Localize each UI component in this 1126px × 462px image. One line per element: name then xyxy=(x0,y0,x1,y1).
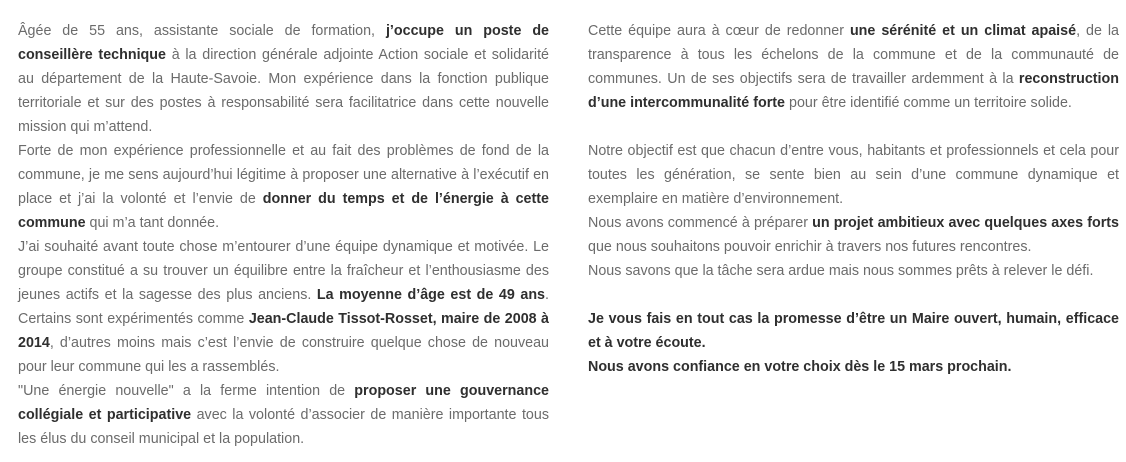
highlight-text: Je vous fais en tout cas la promesse d’être un Maire ouvert, humain, efficace et à votre écoute. xyxy=(588,311,1119,351)
highlight-text: j’occupe un poste de conseillère technique xyxy=(18,23,549,63)
text: Âgée de 55 ans, assistante sociale de formation, xyxy=(18,23,386,39)
text: qui m’a tant donnée. xyxy=(85,215,220,231)
paragraph-team xyxy=(18,235,549,379)
text: "Une énergie nouvelle" a la ferme intention de xyxy=(18,383,355,399)
highlight-text: reconstruction d’une intercommunalité forte xyxy=(588,71,1119,111)
paragraph-serenity xyxy=(588,19,1119,115)
highlight-text: donner du temps et de l’énergie à cette commune xyxy=(18,191,549,231)
paragraph-promise xyxy=(588,307,1119,355)
highlight-text: une sérénité et un climat apaisé xyxy=(849,23,1077,39)
paragraph-objective xyxy=(588,139,1119,211)
left-column xyxy=(18,19,549,451)
text: que nous souhaitons pouvoir enrichir à travers nos futures rencontres. xyxy=(588,239,1032,255)
text: à la direction générale adjointe Action sociale et solidarité au département de la Haute-Savoie. Mon expérience dans la fonction publique territoriale et sur des postes à responsabilité sera facilitatrice dans cette nouvelle mission qui m’attend. xyxy=(18,47,549,135)
highlight-text: La moyenne d’âge est de 49 ans xyxy=(316,287,546,303)
text: Notre objectif est que chacun d’entre vous, habitants et professionnels et cela pour toutes les génération, se sente bien au sein d’une commune dynamique et exemplaire en matière d’environnement. xyxy=(588,143,1119,207)
highlight-text: Nous avons confiance en votre choix dès le 15 mars prochain. xyxy=(588,359,1012,375)
text: J’ai souhaité avant toute chose m’entourer d’une équipe dynamique et motivée. Le groupe constitué a su trouver un équilibre entre la fraîcheur et l’enthousiasme des jeunes actifs et la sagesse des plus anciens. xyxy=(18,239,549,303)
text: , de la transparence à tous les échelons de la commune et de la communauté de communes. Un de ses objectifs sera de travailler ardemment à la xyxy=(588,23,1120,87)
text: , d’autres moins mais c’est l’envie de construire quelque chose de nouveau pour leur commune qui les a rassemblés. xyxy=(18,335,549,375)
paragraph-spacer xyxy=(588,115,1119,139)
paragraph-background xyxy=(18,19,549,139)
highlight-text: proposer une gouvernance collégiale et participative xyxy=(18,383,550,423)
text: . Certains sont expérimentés comme xyxy=(18,287,549,327)
text: Nous avons commencé à préparer xyxy=(588,215,813,231)
highlight-text: Jean-Claude Tissot-Rosset, maire de 2008 à 2014 xyxy=(18,311,550,351)
paragraph-project xyxy=(588,211,1119,259)
paragraph-confidence xyxy=(588,355,1119,379)
paragraph-challenge xyxy=(588,259,1119,283)
highlight-text: un projet ambitieux avec quelques axes forts xyxy=(812,215,1119,231)
text: Nous savons que la tâche sera ardue mais nous sommes prêts à relever le défi. xyxy=(588,263,1094,279)
paragraph-governance xyxy=(18,379,549,451)
text: Cette équipe aura à cœur de redonner xyxy=(588,23,850,39)
paragraph-motivation xyxy=(18,139,549,235)
text: pour être identifié comme un territoire solide. xyxy=(785,95,1072,111)
text: Forte de mon expérience professionnelle et au fait des problèmes de fond de la commune, je me sens aujourd’hui légitime à proposer une alternative à l’exécutif en place et j’ai la volonté et l’envie de xyxy=(18,143,549,207)
paragraph-spacer xyxy=(588,283,1119,307)
text: avec la volonté d’associer de manière importante tous les élus du conseil municipal et la population. xyxy=(18,407,549,447)
right-column xyxy=(588,19,1119,379)
